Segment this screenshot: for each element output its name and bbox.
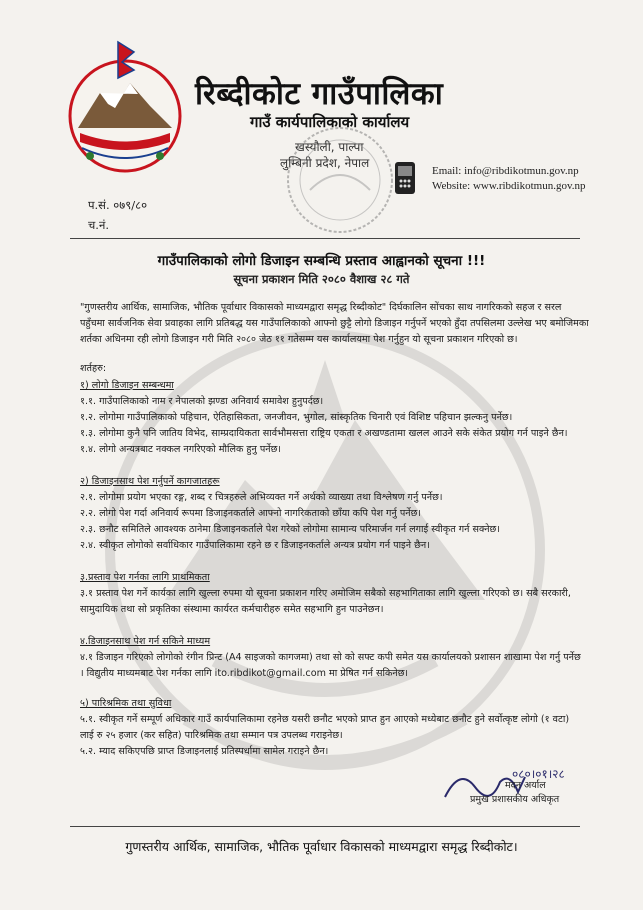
office-stamp [275, 120, 405, 240]
section-line: १.१. गाउँपालिकाको नाम र नेपालको झण्डा अनिवार्य समावेश हुनुपर्दछ। [80, 396, 324, 407]
section-1 [80, 378, 600, 458]
conditions-label: शर्तहरु: [80, 363, 107, 374]
section-line: २.४. स्वीकृत लोगोको सर्वाधिकार गाउँपालिकामा रहने छ र डिजाइनकर्ताले अन्यत्र प्रयोग गर्न पाइने छैन। [80, 540, 430, 551]
section-heading: ३.प्रस्ताव पेश गर्नका लागि प्राथमिकता [80, 572, 210, 583]
office-name: गाउँ कार्यपालिकाको कार्यालय [250, 113, 410, 131]
section-3 [80, 570, 600, 618]
reference-number: प.सं. ०७९/८० [88, 198, 148, 212]
section-heading: ४.डिजाइनसाथ पेश गर्न सकिने माध्यम [80, 636, 211, 647]
section-5 [80, 696, 600, 760]
section-heading: २) डिजाइनसाथ पेश गर्नुपर्ने कागजातहरू [80, 476, 220, 487]
section-heading: १) लोगो डिजाइन सम्बन्धमा [80, 380, 174, 391]
chalan-number: च.नं. [88, 218, 109, 232]
intro-paragraph [80, 300, 600, 348]
notice-subtitle: सूचना प्रकाशन मिति २०८० वैशाख २८ गते [233, 272, 410, 286]
phone-icon [392, 160, 418, 196]
intro-line: पहुँचमा सार्वजनिक सेवा प्रवाहका लागि प्रतिबद्ध यस गाउँपालिकाको आफ्नो छुट्टै लोगो डिजाइन गर्नुपर्ने भएको हुँदा तपसिलमा उल्लेख भए बमोजिमका [80, 318, 589, 329]
section-line: ५.१. स्वीकृत गर्ने सम्पूर्ण अधिकार गाउँ कार्यपालिकामा रहनेछ यसरी छनौट भएको प्राप्त हुन आएको मध्येबाट छनौट हुने सर्वोत्कृष्ट लोगो (१ वटा) [80, 714, 570, 725]
section-line: ४.१ डिजाइन गरिएको लोगोको रंगीन प्रिन्ट (A4 साइजको कागजमा) तथा सो को सफ्ट कपी समेत यस कार्यालयको प्रशासन शाखामा पेश गर्नु पर्नेछ [80, 652, 581, 663]
website-text: Website: www.ribdikotmun.gov.np [432, 180, 586, 192]
section-line: १.४. लोगो अन्यत्रबाट नक्कल नगरिएको मौलिक हुनु पर्नेछ। [80, 444, 281, 455]
section-line: लाई रु २५ हजार (कर सहित) पारिश्रमिक तथा सम्मान पत्र उपलब्ध गराइनेछ। [80, 730, 343, 741]
address-line-2: लुम्बिनी प्रदेश, नेपाल [280, 156, 370, 170]
section-line: २.२. लोगो पेश गर्दा अनिवार्य रूपमा डिजाइनकर्ताले आफ्नो नागरिकताको छाँया कपि पेश गर्नु पर्नेछ। [80, 508, 421, 519]
section-2 [80, 474, 600, 554]
section-line: । विद्युतीय माध्यमबाट पेश गर्नका लागि ito.ribdikot@gmail.com मा प्रेषित गर्न सकिनेछ। [80, 668, 409, 679]
intro-line: "गुणस्तरीय आर्थिक, सामाजिक, भौतिक पूर्वाधार विकासको माध्यमद्वारा समृद्ध रिब्दीकोट" दिर्घकालिन सोंचका साथ नागरिकको सहज र सरल [80, 302, 562, 313]
signatory-position: प्रमुख प्रशासकीय अधिकृत [470, 794, 560, 805]
signature-date: ०८०।०१।२८ [512, 767, 565, 781]
org-name: रिब्दीकोट गाउँपालिका [195, 76, 444, 112]
footer-divider [70, 826, 580, 827]
section-line: सामुदायिक तथा सो प्रकृतिका संस्थामा कार्यरत कर्मचारीहरु समेत सहभागि हुन पाउनेछन। [80, 604, 384, 615]
footer-slogan: गुणस्तरीय आर्थिक, सामाजिक, भौतिक पूर्वाधार विकासको माध्यमद्वारा समृद्ध रिब्दीकोट। [125, 839, 518, 854]
section-4 [80, 634, 600, 682]
section-line: २.१. लोगोमा प्रयोग भएका रङ्ग, शब्द र चित्रहरुले अभिव्यक्त गर्ने अर्थको व्याख्या तथा विश्लेषण गर्नु पर्नेछ। [80, 492, 443, 503]
section-line: ५.२. म्याद सकिएपछि प्राप्त डिजाइनलाई प्रतिस्पर्धामा सामेल गराइने छैन। [80, 746, 329, 757]
section-line: ३.१ प्रस्ताव पेश गर्ने कार्यका लागि खुल्ला रुपमा यो सूचना प्रकाशन गरिए अमोजिम सबैको सहभागिताका लागि खुल्ला गरिएको छ। सबै सरकारी, [80, 588, 571, 599]
contact-block [432, 164, 586, 194]
section-line: २.३. छनौट समितिले आवश्यक ठानेमा डिजाइनकर्ताले पेश गरेको लोगोमा सामान्य परिमार्जन गर्न लगाई स्वीकृत गर्न सक्नेछ। [80, 524, 500, 535]
notice-title: गाउँपालिकाको लोगो डिजाइन सम्बन्धि प्रस्ताव आह्वानको सूचना !!! [157, 253, 486, 269]
signatory-name: मदन अर्याल [505, 780, 546, 791]
section-heading: ५) पारिश्रमिक तथा सुविधा [80, 698, 172, 709]
section-line: १.२. लोगोमा गाउँपालिकाको पहिचान, ऐतिहासिकता, जनजीवन, भुगोल, सांस्कृतिक चिनारी एवं विशिष्ट पहिचान झल्कनु पर्नेछ। [80, 412, 513, 423]
header-divider [70, 238, 580, 239]
intro-line: शर्तका अधिनमा रही लोगो डिजाइन गरी मिति २०८० जेठ ११ गतेसम्म यस कार्यालयमा पेश गर्नुहुन यो सूचना प्रकाशन गरिएको छ। [80, 334, 518, 345]
address-line-1: खस्यौली, पाल्पा [295, 140, 364, 154]
nepal-emblem-logo [60, 38, 190, 178]
email-text: Email: info@ribdikotmun.gov.np [432, 165, 579, 177]
section-line: १.३. लोगोमा कुनै पनि जातिय विभेद, साम्प्रदायिकता सार्वभौमसत्ता राष्ट्रिय एकता र अखण्डतामा खलल आउने सके संकेत प्रयोग गर्न पाइने छैन। [80, 428, 568, 439]
